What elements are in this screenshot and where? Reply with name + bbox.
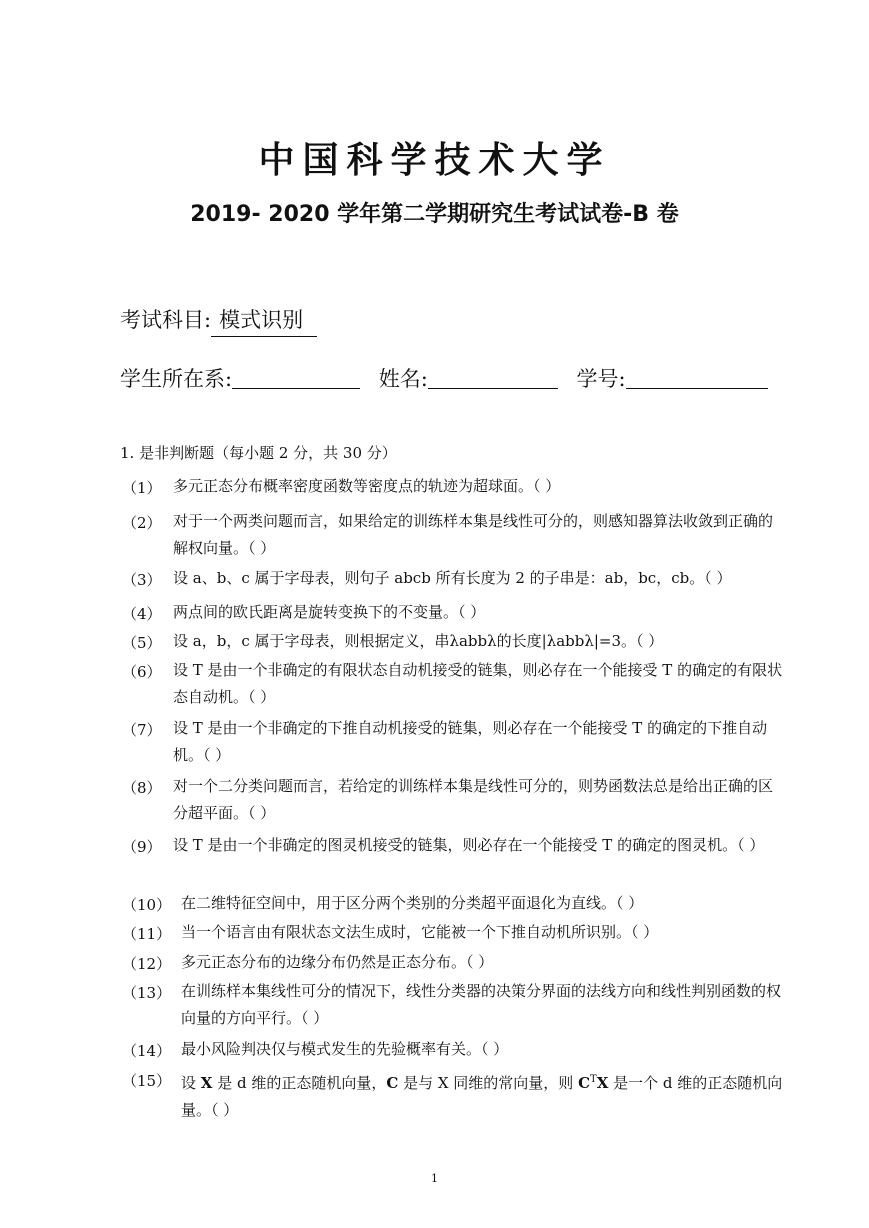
question-number: （13） — [122, 984, 172, 1002]
question-number: （1） — [122, 479, 162, 497]
question-number: （7） — [122, 721, 162, 739]
page-number: 1 — [431, 1172, 438, 1185]
q15-superscript: T — [590, 1074, 597, 1085]
q15-text-b: 是 d 维的正态随机向量， — [212, 1074, 387, 1092]
q15-text-c: 是与 X 同维的常向量，则 — [398, 1074, 579, 1092]
question-text: 设 T 是由一个非确定的有限状态自动机接受的链集，则必存在一个能接受 T 的确定的有限状态自动机。（ ） — [173, 661, 783, 706]
name-label: 姓名: — [378, 367, 428, 391]
question-text: 多元正态分布概率密度函数等密度点的轨迹为超球面。（ ） — [173, 477, 561, 495]
question-number: （3） — [122, 571, 162, 589]
question-number: （8） — [122, 779, 162, 797]
q15-bold-x: X — [200, 1074, 213, 1092]
question-text: 设 T 是由一个非确定的下推自动机接受的链集，则必存在一个能接受 T 的确定的下推自动机。（ ） — [173, 719, 768, 764]
question-text: 当一个语言由有限状态文法生成时，它能被一个下推自动机所识别。（ ） — [181, 923, 659, 941]
q15-text-a: 设 — [181, 1074, 201, 1092]
section-title: 1. 是非判断题（每小题 2 分，共 30 分） — [120, 444, 397, 462]
question-number: （2） — [122, 514, 162, 532]
q15-text-d: 是一个 d 维的正态随机向量。（ ） — [181, 1074, 783, 1119]
question-number: （14） — [122, 1042, 172, 1060]
dept-label: 学生所在系: — [120, 367, 233, 391]
question-number: （9） — [122, 838, 162, 856]
question-number: （11） — [122, 925, 172, 943]
id-blank — [626, 368, 768, 389]
question-text: 两点间的欧氏距离是旋转变换下的不变量。（ ） — [173, 603, 486, 621]
question-text: 设 a、b、c 属于字母表，则句子 abcb 所有长度为 2 的子串是：ab，bc，cb。（ ） — [173, 569, 732, 587]
name-blank — [428, 368, 558, 389]
student-info-line — [120, 363, 768, 393]
id-label: 学号: — [576, 367, 626, 391]
question-text: 多元正态分布的边缘分布仍然是正态分布。（ ） — [181, 953, 494, 971]
question-text: 在训练样本集线性可分的情况下，线性分类器的决策分界面的法线方向和线性判别函数的权向量的方向平行。（ ） — [181, 982, 782, 1027]
q15-bold-c: C — [386, 1074, 399, 1092]
question-text: 在二维特征空间中，用于区分两个类别的分类超平面退化为直线。（ ） — [181, 894, 644, 912]
dept-blank — [232, 368, 360, 389]
question-number: （4） — [122, 605, 162, 623]
question-text: 设 a，b，c 属于字母表，则根据定义，串λabbλ的长度|λabbλ|=3。（ ） — [173, 632, 664, 650]
question-number: （10） — [122, 896, 172, 914]
subject-value: 模式识别 — [211, 304, 317, 337]
question-text: 对于一个两类问题而言，如果给定的训练样本集是线性可分的，则感知器算法收敛到正确的解权向量。（ ） — [173, 512, 774, 557]
q15-bold-c-transpose: $C^T$ — [578, 1074, 597, 1092]
subject-label: 考试科目: — [120, 308, 212, 332]
question-text — [181, 1066, 787, 1124]
question-text: 设 T 是由一个非确定的图灵机接受的链集，则必存在一个能接受 T 的确定的图灵机。（ ） — [173, 836, 765, 854]
question-number: （6） — [122, 663, 162, 681]
exam-title: 2019- 2020 学年第二学期研究生考试试卷-B 卷 — [190, 202, 679, 227]
question-text: 最小风险判决仅与模式发生的先验概率有关。（ ） — [181, 1040, 509, 1058]
subject-line — [120, 304, 317, 337]
q15-bold-x2: X — [596, 1074, 609, 1092]
question-number: （15） — [122, 1072, 172, 1090]
question-number: （12） — [122, 955, 172, 973]
university-name: 中国科学技术大学 — [258, 139, 611, 181]
question-number: （5） — [122, 634, 162, 652]
question-text: 对一个二分类问题而言，若给定的训练样本集是线性可分的，则势函数法总是给出正确的区分超平面。（ ） — [173, 777, 774, 822]
